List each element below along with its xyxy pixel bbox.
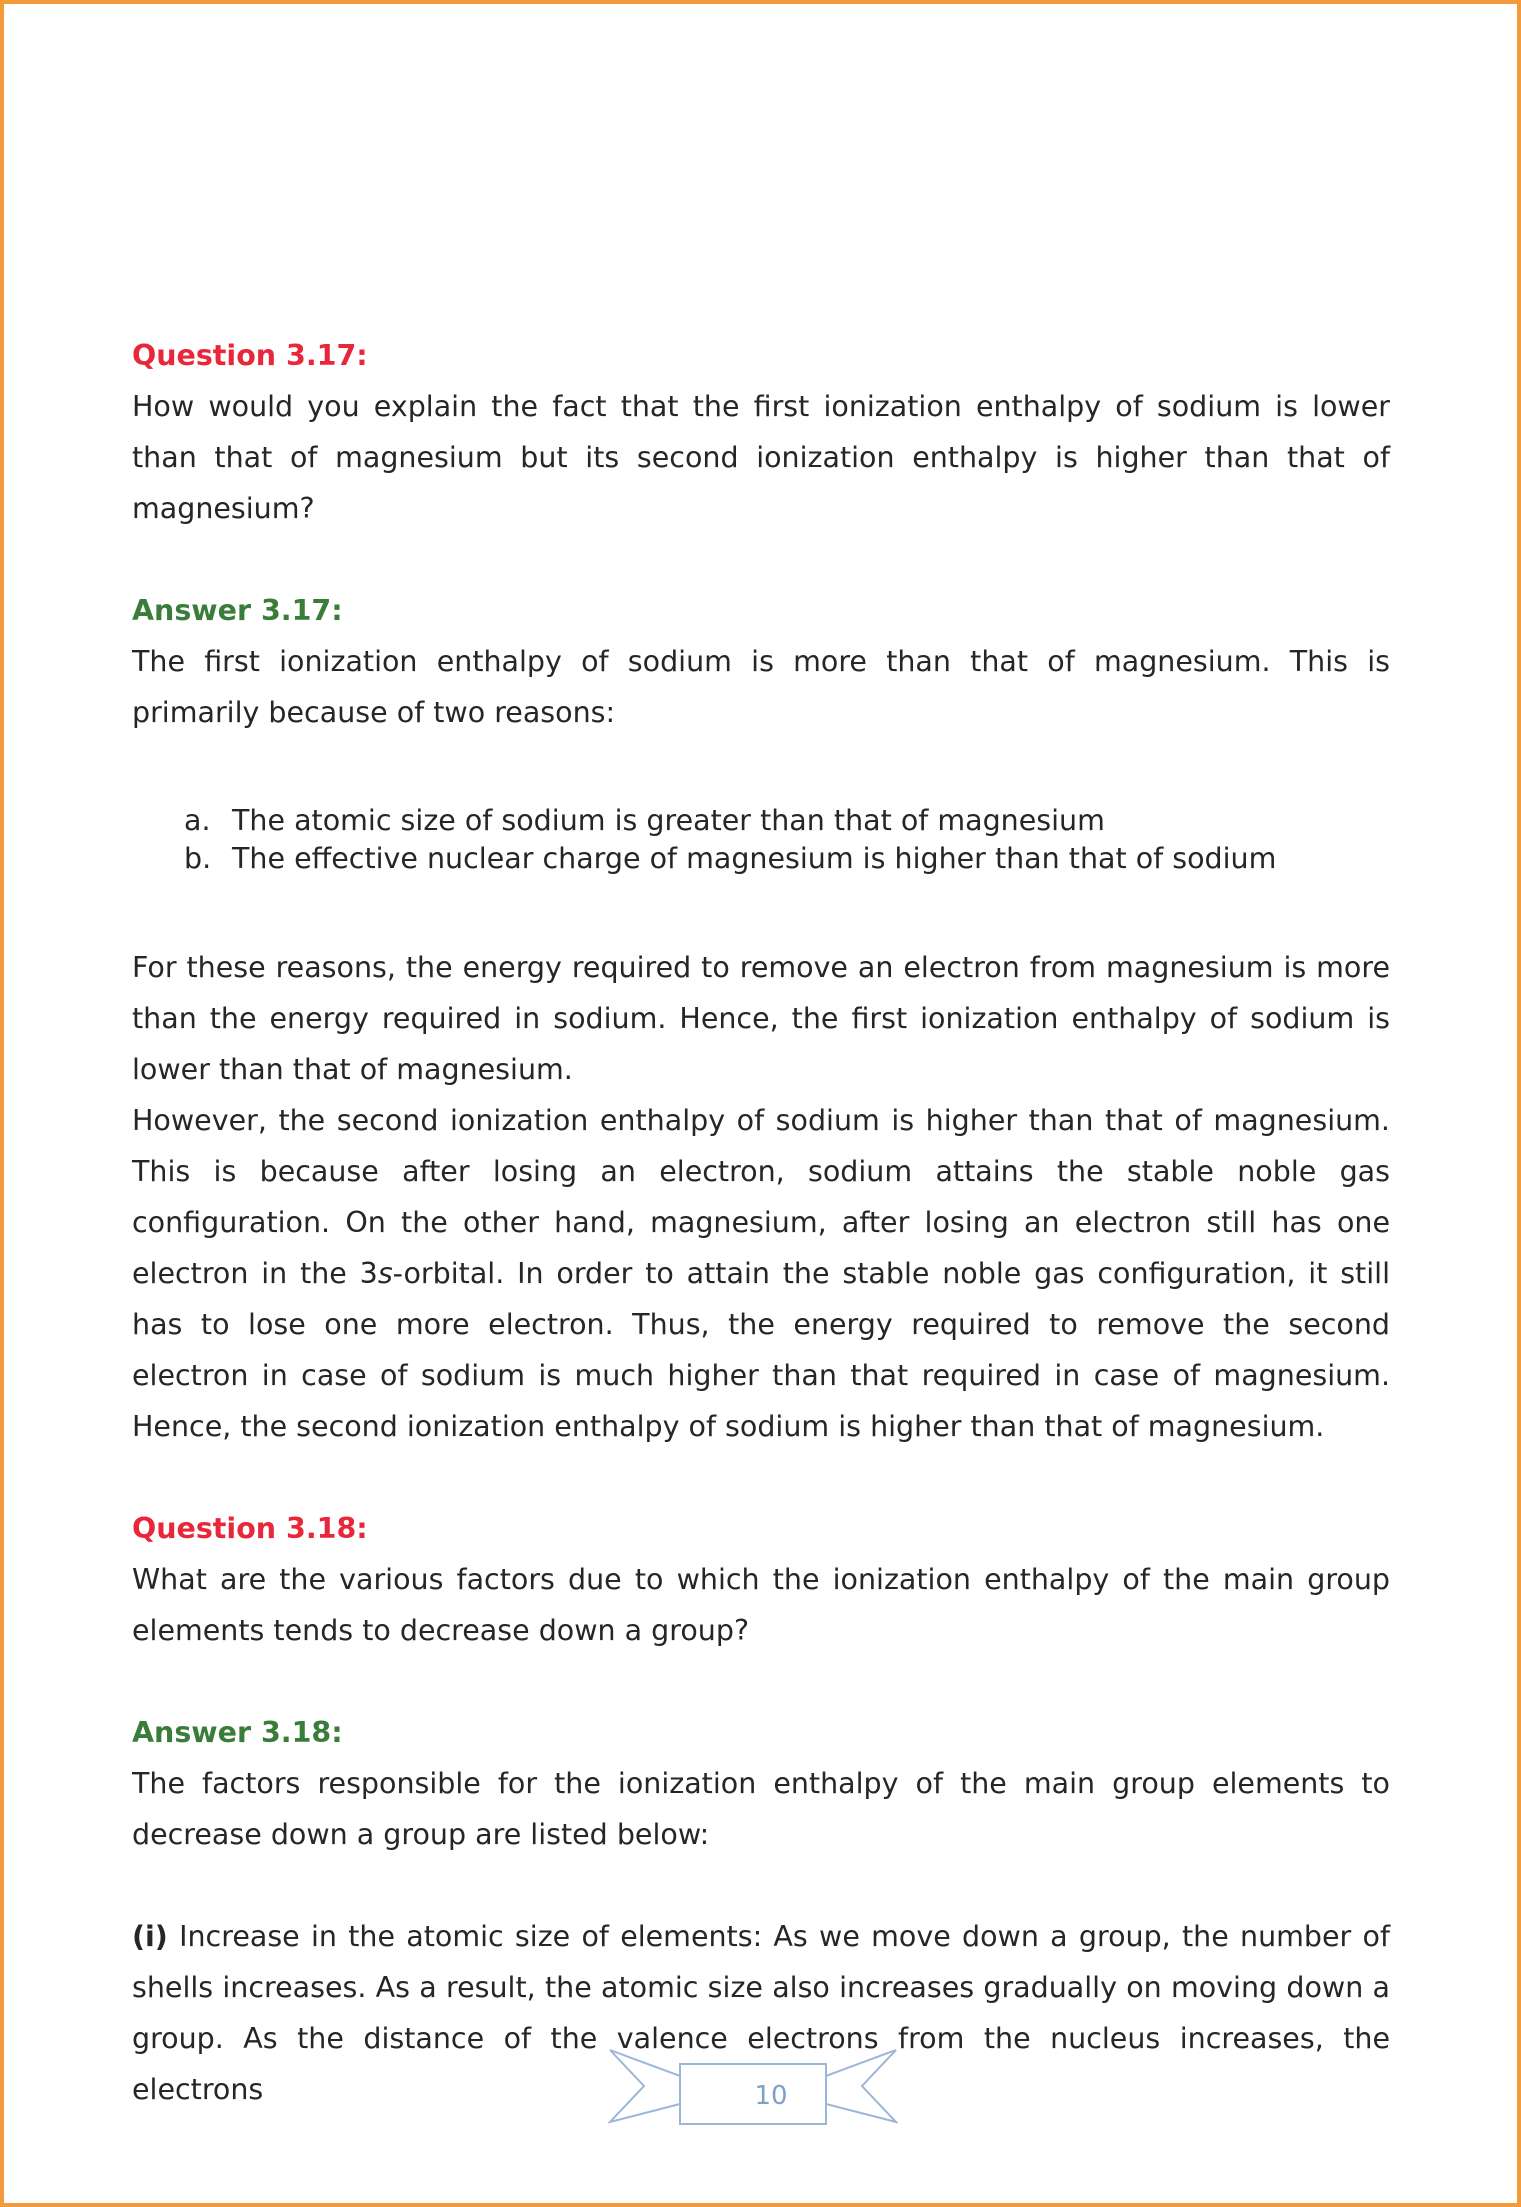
answer-3-17-paragraph-1: For these reasons, the energy required to remove an electron from magnesium is more than the energy required in sodium. Hence, the first ionization enthalpy of sodium is lower than that of magnesium. [132, 951, 1390, 1086]
answer-3-18-intro: The factors responsible for the ionization enthalpy of the main group elements to decrease down a group are listed below: [132, 1767, 1390, 1851]
question-3-17-heading: Question 3.17: [132, 339, 368, 372]
paragraph-text: -orbital. In order to attain the stable noble gas configuration, it still has to lose one more electron. Thus, the energy required to remove the second electron in case of sodium is much higher than that required in case of magnesium. Hence, the second ionization enthalpy of sodium is higher than that of magnesium. [132, 1257, 1390, 1443]
answer-3-17-intro: The first ionization enthalpy of sodium is more than that of magnesium. This is primarily because of two reasons: [132, 645, 1390, 729]
list-item [132, 802, 1390, 840]
document-body [132, 330, 1390, 2115]
answer-3-17-heading: Answer 3.17: [132, 594, 343, 627]
list-item-text: The effective nuclear charge of magnesium is higher than that of sodium [232, 842, 1277, 875]
spacer [132, 534, 1390, 585]
list-item [132, 840, 1390, 878]
spacer [132, 738, 1390, 802]
page-number: 10 [754, 2081, 788, 2111]
list-marker: b. [184, 842, 212, 875]
spacer [132, 1452, 1390, 1503]
list-item-text: The atomic size of sodium is greater than that of magnesium [232, 804, 1105, 837]
spacer [132, 1860, 1390, 1911]
answer-3-17-paragraph-2 [132, 1095, 1390, 1452]
factor-label: (i) [132, 1920, 168, 1953]
list-marker: a. [184, 804, 211, 837]
question-3-17-text: How would you explain the fact that the first ionization enthalpy of sodium is lower than that of magnesium but its second ionization enthalpy is higher than that of magnesium? [132, 390, 1390, 525]
spacer [132, 1656, 1390, 1707]
spacer [132, 878, 1390, 942]
question-3-18-text: What are the various factors due to which the ionization enthalpy of the main group elements tends to decrease down a group? [132, 1563, 1390, 1647]
factor-text: Increase in the atomic size of elements: As we move down a group, the number of shells increases. As a result, the atomic size also increases gradually on moving down a group. As the distance of the valence electrons from the nucleus increases, the electrons [132, 1920, 1390, 2106]
question-3-18-heading: Question 3.18: [132, 1512, 368, 1545]
paragraph-text: However, the second ionization enthalpy of sodium is higher than that of magnesium. This is because after losing an electron, sodium attains the stable noble gas configuration. On the other hand, magnesium, after losing an electron still has one electron in the 3 [132, 1104, 1390, 1290]
answer-3-18-heading: Answer 3.18: [132, 1716, 343, 1749]
orbital-italic-s: s [377, 1257, 393, 1290]
reasons-list [132, 802, 1390, 878]
